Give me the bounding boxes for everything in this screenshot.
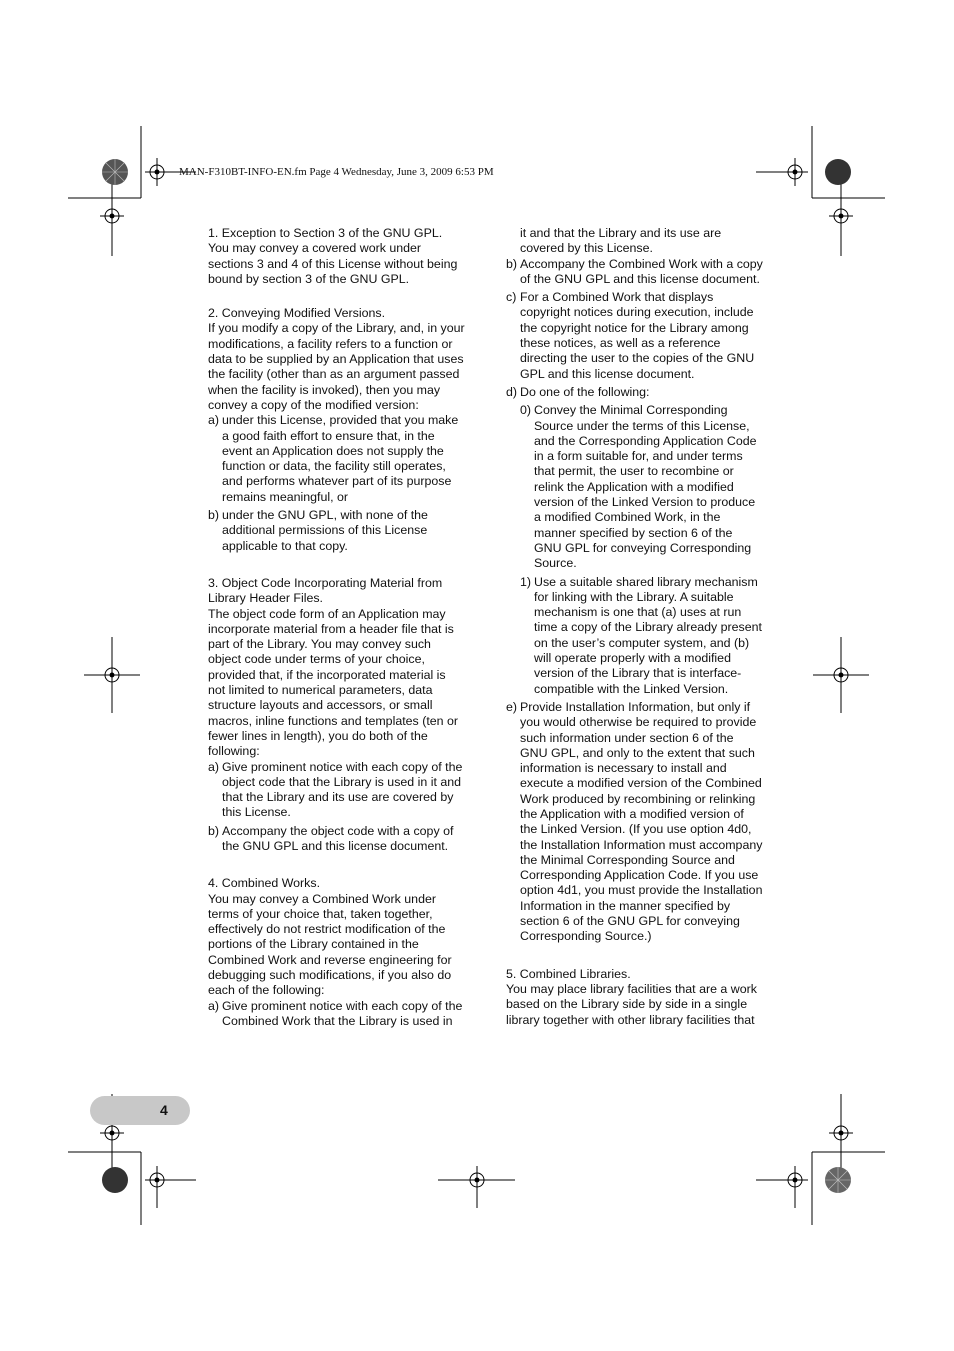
list-marker: 1) [520, 574, 532, 589]
list-item-text: Give prominent notice with each copy of the Combined Work that the Library is used in [222, 998, 463, 1028]
body-paragraph: You may place library facilities that are a work based on the Library side by side in a single library together with other library facilities that [506, 981, 757, 1027]
list-item [208, 760, 465, 821]
section-heading: 3. Object Code Incorporating Material from Library Header Files. [208, 575, 443, 606]
body-paragraph: You may convey a Combined Work under terms of your choice that, taken together, effectively do not restrict modification of the portions of the Library contained in the Combined Work and reverse engineering for debugging such modifications, if you also do each of the following: [208, 891, 452, 998]
list-item [506, 385, 763, 400]
list-marker: e) [506, 699, 518, 714]
left-column [208, 226, 465, 1032]
right-column [506, 226, 763, 1028]
body-paragraph: The object code form of an Application may incorporate material from a header file that is part of the Library. You may convey such object code under terms of your choice, provided that, if the incorporated material is not limited to numerical parameters, data structure layouts and accessors, or small macros, inline functions and templates (ten or fewer lines in length), you do both of the following: [208, 606, 459, 759]
list-item [506, 290, 763, 382]
list-item [208, 999, 465, 1030]
section-heading: 1. Exception to Section 3 of the GNU GPL. [208, 226, 443, 240]
body-paragraph: If you modify a copy of the Library, and, in your modifications, a facility refers to a function or data to be supplied by an Application that uses the facility (other than as an argument passed when the facility is invoked), then you may convey a copy of the modified version: [208, 321, 465, 412]
list-item [506, 257, 763, 288]
list-marker: d) [506, 384, 518, 399]
list-marker: 0) [520, 403, 532, 418]
section-heading: 2. Conveying Modified Versions. [208, 306, 386, 321]
list-item [208, 824, 465, 855]
sub-list-item [520, 575, 763, 697]
list-item-text: For a Combined Work that displays copyright notices during execution, include the copyright notice for the Library among these notices, as well as a reference directing the user to the copies of the GNU GPL and this license document. [520, 290, 755, 381]
sub-list-item [520, 403, 763, 571]
page-number-tab [90, 1096, 190, 1125]
page-number: 4 [160, 1102, 168, 1118]
list-item [208, 508, 465, 554]
list-marker: c) [506, 290, 517, 305]
list-item-text: under this License, provided that you make a good faith effort to ensure that, in the event an Application does not supply the function or data, the facility still operates, and performs whatever part of its purpose remains meaningful, or [222, 413, 459, 504]
list-item-text: under the GNU GPL, with none of the additional permissions of this License applicable to that copy. [222, 508, 428, 553]
list-marker: b) [208, 823, 220, 838]
list-marker: a) [208, 998, 220, 1013]
list-item-text: Convey the Minimal Corresponding Source under the terms of this License, and the Corresponding Application Code in a form suitable for, and under terms that permit, the user to recombine or relink the Application with a modified version of the Linked Version to produce a modified Combined Work, in the manner specified by section 6 of the GNU GPL for conveying Corresponding Source. [534, 403, 757, 571]
list-item-text: Provide Installation Information, but only if you would otherwise be required to provide such information under section 6 of the GNU GPL, and only to the extent that such information is necessary to install and execute a modified version of the Combined Work produced by recombining or relinking the Application with a modified version of the Linked Version. (If you use option 4d0, the Installation Information must accompany the Minimal Corresponding Source and Corresponding Application Code. If you use option 4d1, you must provide the Installation Information in the manner specified by section 6 of the GNU GPL for conveying Corresponding Source.) [520, 699, 763, 944]
list-item [506, 700, 763, 945]
list-marker: b) [506, 256, 518, 271]
list-item-text: Do one of the following: [520, 384, 650, 399]
list-item-text: Accompany the Combined Work with a copy of the GNU GPL and this license document. [520, 256, 763, 286]
list-item-text: Use a suitable shared library mechanism for linking with the Library. A suitable mechanism is one that (a) uses at run time a copy of the Library already present on the user’s computer system, and (b) will operate properly with a modified version of the Library that is interface-compatible with the Linked Version. [534, 574, 762, 696]
list-item-text: Accompany the object code with a copy of the GNU GPL and this license document. [222, 823, 454, 853]
list-marker: b) [208, 508, 220, 523]
list-item-text: Give prominent notice with each copy of the object code that the Library is used in it and that the Library and its use are covered by this License. [222, 759, 463, 820]
section-heading: 4. Combined Works. [208, 876, 321, 891]
list-marker: a) [208, 413, 220, 428]
file-header: MAN-F310BT-INFO-EN.fm Page 4 Wednesday, June 3, 2009 6:53 PM [179, 166, 494, 178]
list-item-continuation: it and that the Library and its use are covered by this License. [520, 226, 722, 256]
section-heading: 5. Combined Libraries. [506, 966, 631, 981]
body-paragraph: You may convey a covered work under sections 3 and 4 of this License without being bound by section 3 of the GNU GPL. [208, 241, 458, 286]
list-item [208, 413, 465, 505]
list-marker: a) [208, 759, 220, 774]
